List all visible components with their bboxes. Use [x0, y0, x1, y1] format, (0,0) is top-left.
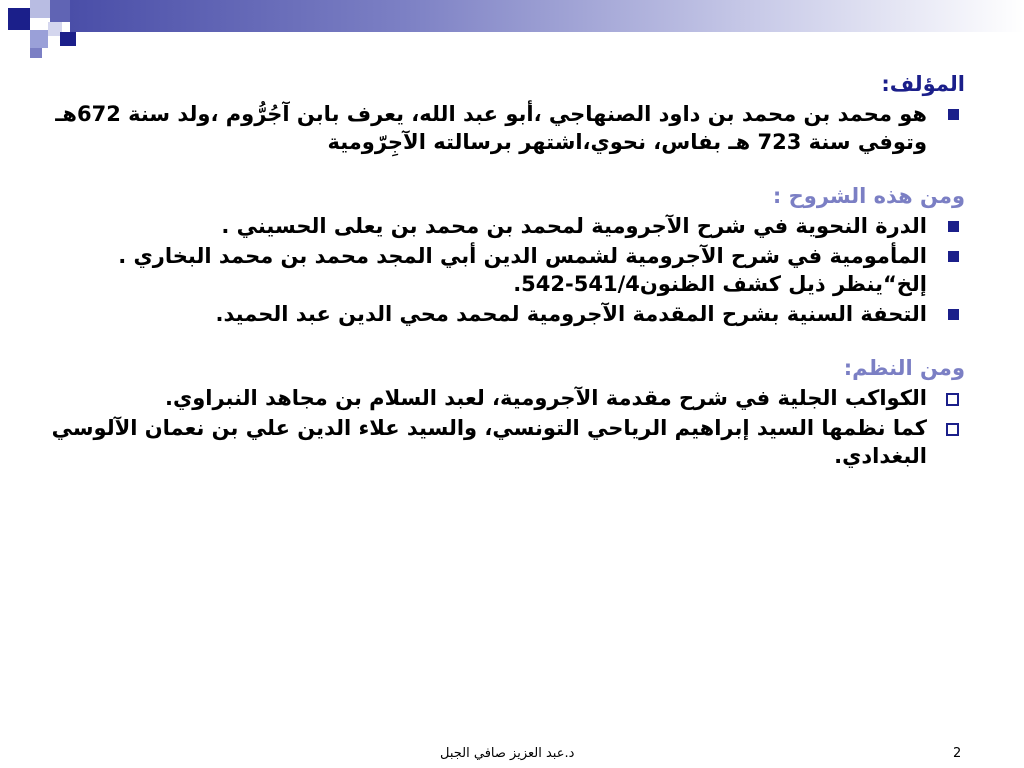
page-number: 2 [953, 746, 962, 761]
square-bullet-icon [948, 109, 959, 120]
item-text: هو محمد بن محمد بن داود الصنهاجي ،أبو عبد الله، يعرف بابن آجُرُّوم ،ولد سنة 672هـ وتوفي سنة 723 هـ بفاس، نحوي،اشتهر برسالته الآجِرّومية [55, 102, 927, 154]
item-text: الكواكب الجلية في شرح مقدمة الآجرومية، لعبد السلام بن مجاهد النبراوي. [164, 386, 927, 410]
list-item [40, 100, 965, 156]
author-list [40, 100, 965, 156]
square-bullet-icon [948, 309, 959, 320]
hollow-square-bullet-icon [946, 393, 959, 406]
list-item [40, 384, 965, 412]
hollow-square-bullet-icon [946, 423, 959, 436]
list-item [40, 300, 965, 328]
list-item [40, 414, 965, 470]
item-text: الدرة النحوية في شرح الآجرومية لمحمد بن محمد بن يعلى الحسيني . [221, 214, 927, 238]
deco-square [60, 32, 76, 46]
list-item [40, 212, 965, 240]
item-text: المأمومية في شرح الآجرومية لشمس الدين أبي المجد محمد بن محمد البخاري . إلخ“ينظر ذيل كشف الظنون541/4-542. [118, 244, 927, 296]
author-heading: المؤلف: [881, 72, 965, 96]
verse-heading: ومن النظم: [843, 356, 965, 380]
commentaries-list [40, 212, 965, 328]
item-text: كما نظمها السيد إبراهيم الرياحي التونسي، والسيد علاء الدين علي بن نعمان الآلوسي البغدادي. [51, 416, 927, 468]
list-item [40, 242, 965, 298]
footer-author: د.عبد العزيز صافي الجبل [440, 746, 575, 761]
item-text: التحفة السنية بشرح المقدمة الآجرومية لمحمد محي الدين عبد الحميد. [215, 302, 927, 326]
deco-square [30, 48, 42, 58]
decorative-header [0, 0, 1024, 60]
deco-square [8, 8, 30, 30]
deco-square [30, 30, 48, 48]
commentaries-heading: ومن هذه الشروح : [772, 184, 965, 208]
deco-square [50, 0, 70, 22]
square-bullet-icon [948, 251, 959, 262]
square-bullet-icon [948, 221, 959, 232]
slide-content [40, 70, 965, 472]
header-gradient-bar [70, 0, 1024, 32]
deco-square [30, 0, 50, 18]
verse-list [40, 384, 965, 470]
